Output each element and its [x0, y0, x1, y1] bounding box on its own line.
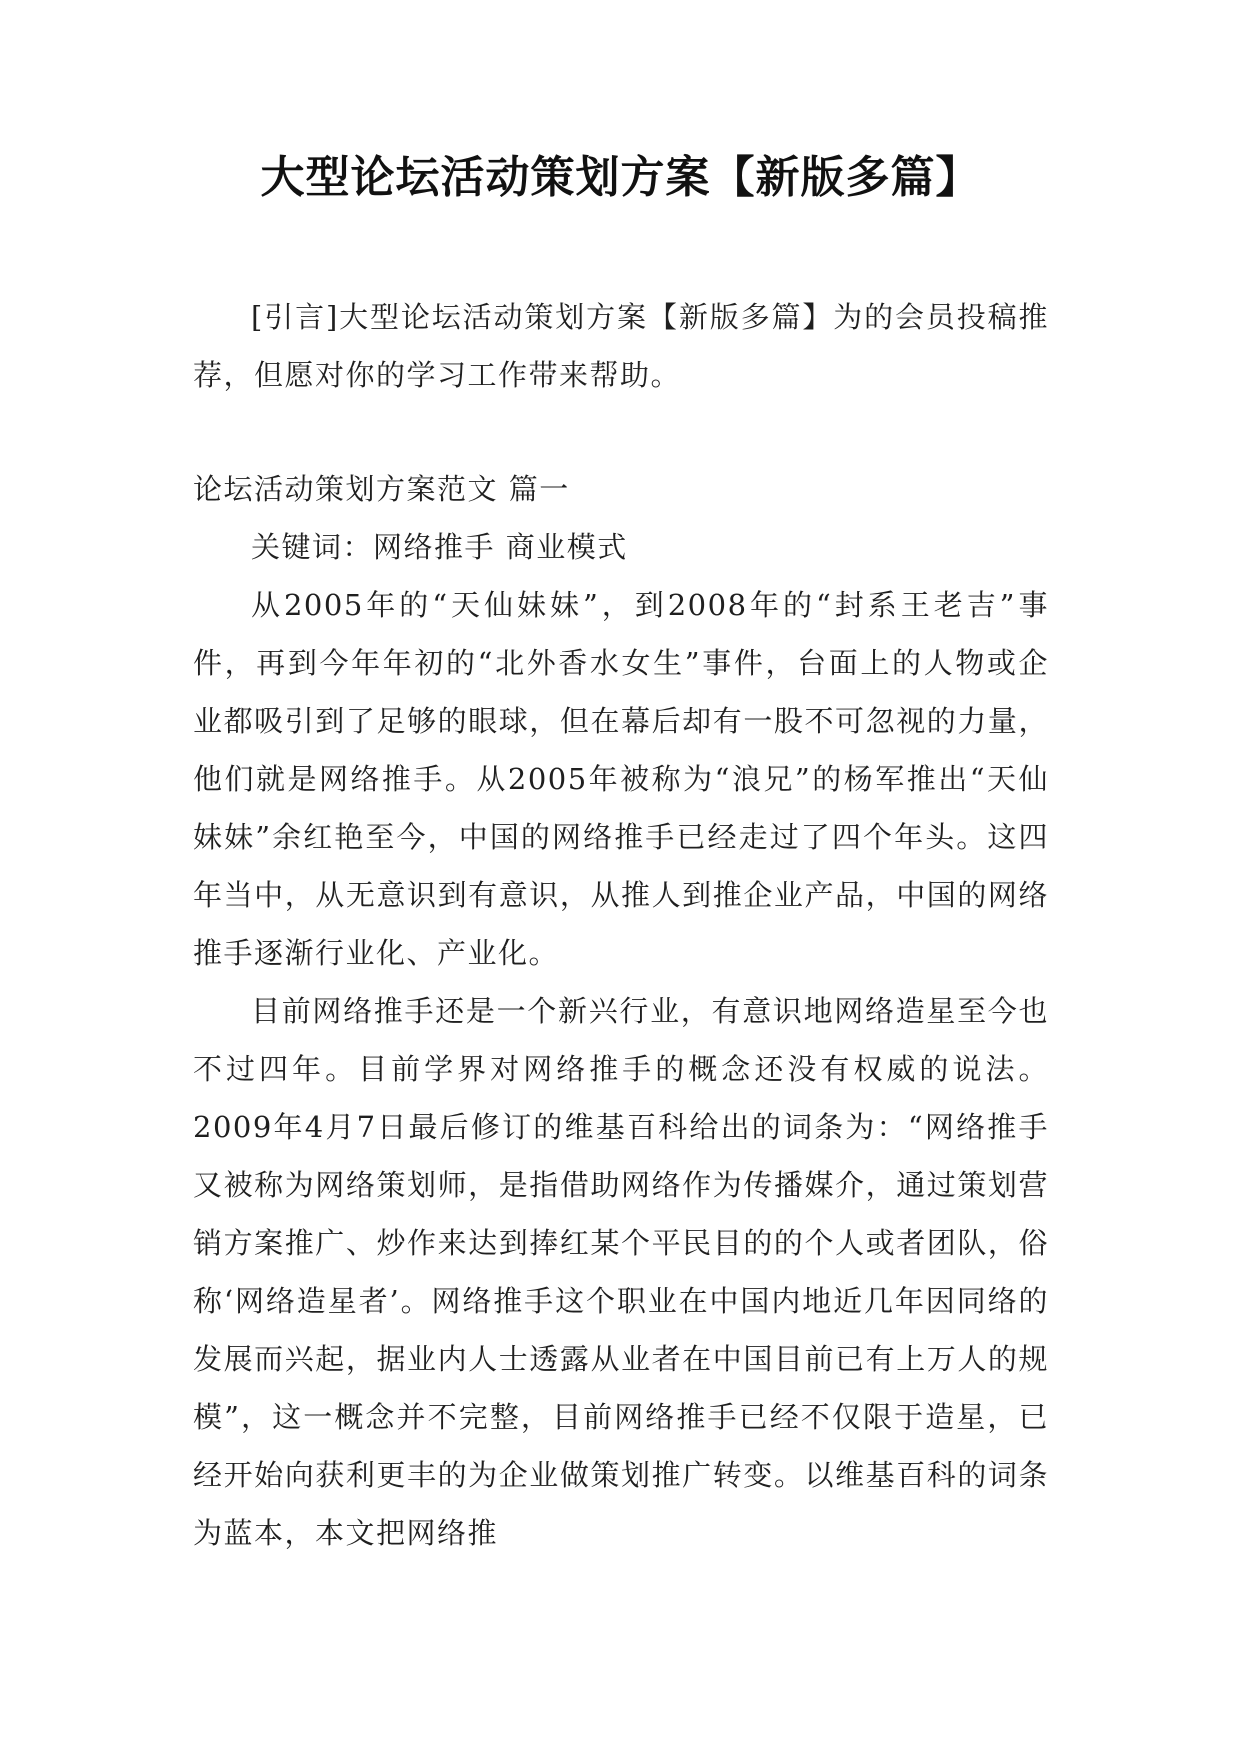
body-paragraph-2: 目前网络推手还是一个新兴行业，有意识地网络造星至今也不过四年。目前学界对网络推手的概念还没有权威的说法。2009年4月7日最后修订的维基百科给出的词条为：“网络推手又被称为网络策划师，是指借助网络作为传播媒介，通过策划营销方案推广、炒作来达到捧红某个平民目的的个人或者团队，俗称‘网络造星者’。网络推手这个职业在中国内地近几年因同络的发展而兴起，据业内人士透露从业者在中国目前已有上万人的规模”，这一概念并不完整，目前网络推手已经不仅限于造星，已经开始向获利更丰的为企业做策划推广转变。以维基百科的词条为蓝本，本文把网络推: [193, 994, 1049, 1550]
document-title: 大型论坛活动策划方案【新版多篇】: [260, 152, 981, 203]
section-block: [193, 460, 1049, 1562]
section-heading: 论坛活动策划方案范文 篇一: [193, 472, 570, 506]
intro-paragraph: [引言]大型论坛活动策划方案【新版多篇】为的会员投稿推荐，但愿对你的学习工作带来帮助。: [193, 300, 1049, 392]
body-paragraph-1: 从2005年的“天仙妹妹”，到2008年的“封系王老吉”事件，再到今年年初的“北外香水女生”事件，台面上的人物或企业都吸引到了足够的眼球，但在幕后却有一股不可忽视的力量，他们就是网络推手。从2005年被称为“浪兄”的杨军推出“天仙妹妹”余红艳至今，中国的网络推手已经走过了四个年头。这四年当中，从无意识到有意识，从推人到推企业产品，中国的网络推手逐渐行业化、产业化。: [193, 588, 1049, 970]
keywords-line: 关键词：网络推手 商业模式: [251, 530, 628, 564]
intro-block: [193, 288, 1049, 404]
